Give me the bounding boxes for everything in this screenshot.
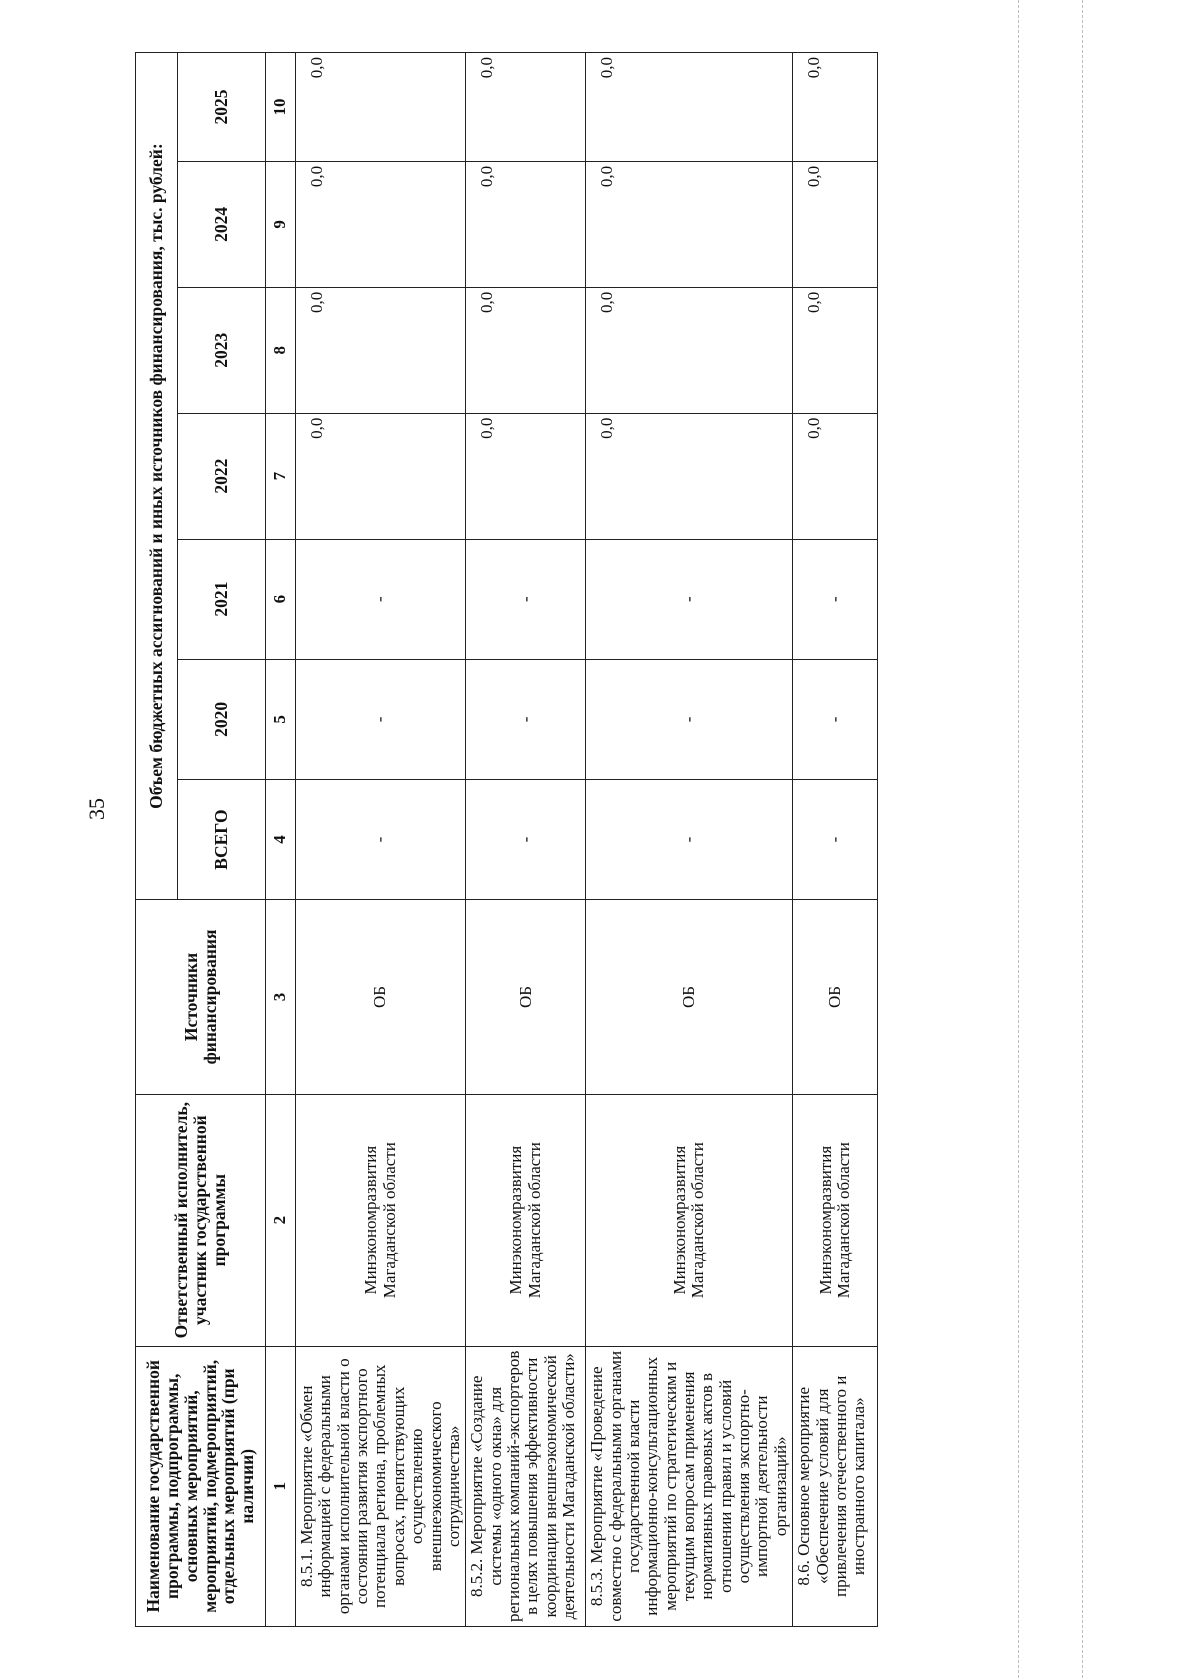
table-row <box>466 53 586 1627</box>
row-executor: Минэкономразвития Магаданской области <box>586 1094 793 1346</box>
row-value-2024: 0,0 <box>296 161 466 287</box>
column-number: 8 <box>266 287 296 413</box>
row-value-2021: - <box>466 539 586 659</box>
column-number: 10 <box>266 53 296 162</box>
column-number: 5 <box>266 659 296 779</box>
row-source: ОБ <box>586 900 793 1095</box>
row-value-2023: 0,0 <box>793 287 878 413</box>
table-row <box>586 53 793 1627</box>
row-value-2021: - <box>586 539 793 659</box>
header-year: 2024 <box>178 161 266 287</box>
row-value-2020: - <box>296 659 466 779</box>
row-name: 8.5.3. Мероприятие «Проведение совместно с федеральными органами государственной власти информационно-консультационных мероприятий по стратегическим и текущим вопросам применения нормативных правовых актов в отношении правил и условий осуществления экспортно-импортной деятельности организаций» <box>586 1346 793 1626</box>
row-value-2021: - <box>793 539 878 659</box>
row-total: - <box>586 779 793 899</box>
header-total: ВСЕГО <box>178 779 266 899</box>
row-value-2025: 0,0 <box>296 53 466 162</box>
row-executor: Минэкономразвития Магаданской области <box>296 1094 466 1346</box>
column-number: 9 <box>266 161 296 287</box>
row-name: 8.5.2. Мероприятие «Создание системы «одного окна» для региональных компаний-экспортеров в целях повышения эффективности координации внешнеэкономической деятельности Магаданской области» <box>466 1346 586 1626</box>
column-number: 1 <box>266 1346 296 1626</box>
financing-table <box>135 52 878 1627</box>
row-name: 8.6. Основное мероприятие «Обеспечение условий для привлечения отечественного и иностранного капитала» <box>793 1346 878 1626</box>
column-number: 7 <box>266 413 296 539</box>
row-value-2022: 0,0 <box>466 413 586 539</box>
row-value-2021: - <box>296 539 466 659</box>
row-value-2024: 0,0 <box>586 161 793 287</box>
header-sources: Источники финансирования <box>136 900 266 1095</box>
row-value-2020: - <box>466 659 586 779</box>
row-source: ОБ <box>296 900 466 1095</box>
row-value-2022: 0,0 <box>586 413 793 539</box>
row-value-2023: 0,0 <box>296 287 466 413</box>
row-value-2025: 0,0 <box>586 53 793 162</box>
row-value-2022: 0,0 <box>793 413 878 539</box>
row-executor: Минэкономразвития Магаданской области <box>466 1094 586 1346</box>
scan-fold-line <box>1018 0 1019 1678</box>
table-row <box>793 53 878 1627</box>
row-name: 8.5.1. Мероприятие «Обмен информацией с федеральными органами исполнительной власти о состоянии развития экспортного потенциала региона, проблемных вопросах, препятствующих осуществлению внешнеэкономического сотрудничества» <box>296 1346 466 1626</box>
scan-edge-line <box>1082 0 1083 1678</box>
column-number: 3 <box>266 900 296 1095</box>
header-executor: Ответственный исполнитель, участник государственной программы <box>136 1094 266 1346</box>
column-number: 2 <box>266 1094 296 1346</box>
rotated-table-container <box>135 52 869 1627</box>
row-executor: Минэкономразвития Магаданской области <box>793 1094 878 1346</box>
row-total: - <box>793 779 878 899</box>
header-volume: Объем бюджетных ассигнований и иных источников финансирования, тыс. рублей: <box>136 53 178 900</box>
row-value-2020: - <box>793 659 878 779</box>
row-value-2020: - <box>586 659 793 779</box>
row-total: - <box>296 779 466 899</box>
header-year: 2023 <box>178 287 266 413</box>
header-year: 2021 <box>178 539 266 659</box>
header-year: 2025 <box>178 53 266 162</box>
row-value-2025: 0,0 <box>466 53 586 162</box>
row-value-2025: 0,0 <box>793 53 878 162</box>
row-value-2023: 0,0 <box>466 287 586 413</box>
column-number: 6 <box>266 539 296 659</box>
row-value-2023: 0,0 <box>586 287 793 413</box>
row-total: - <box>466 779 586 899</box>
page-number: 35 <box>84 798 109 820</box>
column-number: 4 <box>266 779 296 899</box>
row-source: ОБ <box>793 900 878 1095</box>
column-number-row <box>266 53 296 1627</box>
row-value-2024: 0,0 <box>466 161 586 287</box>
header-year: 2022 <box>178 413 266 539</box>
header-name: Наименование государственной программы, подпрограммы, основных мероприятий, мероприятий, подмероприятий, отдельных мероприятий (при наличии) <box>136 1346 266 1626</box>
header-year: 2020 <box>178 659 266 779</box>
row-source: ОБ <box>466 900 586 1095</box>
table-row <box>296 53 466 1627</box>
row-value-2024: 0,0 <box>793 161 878 287</box>
row-value-2022: 0,0 <box>296 413 466 539</box>
